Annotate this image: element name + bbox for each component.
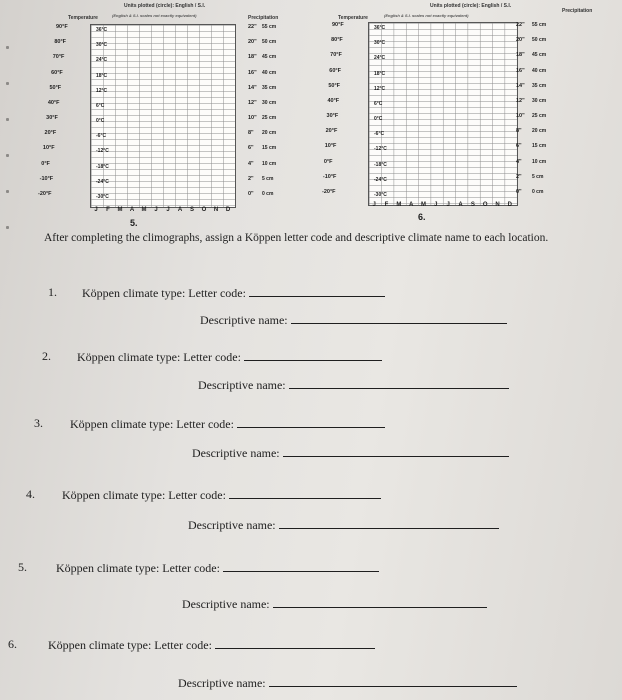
inch-tick: 10"	[516, 113, 525, 119]
inch-tick: 22"	[516, 22, 525, 28]
letter-code-label: Köppen climate type: Letter code:	[77, 350, 241, 364]
celsius-tick: -6°C	[96, 133, 107, 140]
month-label: O	[201, 207, 207, 213]
cm-tick: 25 cm	[262, 115, 277, 121]
month-label: A	[408, 202, 414, 208]
month-label: J	[94, 207, 98, 213]
letter-code-blank[interactable]	[249, 285, 385, 297]
fahrenheit-tick: 20°F	[44, 130, 57, 137]
month-axis	[90, 207, 234, 215]
cm-tick: 30 cm	[262, 99, 277, 106]
letter-code-blank[interactable]	[223, 560, 379, 572]
celsius-tick: 24°C	[96, 57, 108, 64]
celsius-tick: 30°C	[96, 42, 108, 49]
cm-tick: 45 cm	[532, 52, 547, 59]
celsius-tick: 0°C	[374, 116, 383, 122]
fahrenheit-tick: 40°F	[47, 99, 60, 106]
question-number: 1.	[48, 285, 57, 299]
month-label: M	[396, 202, 402, 208]
celsius-tick: 24°C	[374, 55, 386, 62]
fahrenheit-tick: 60°F	[51, 69, 63, 76]
cm-tick: 55 cm	[532, 22, 547, 28]
cm-tick: 5 cm	[532, 173, 544, 180]
fahrenheit-tick: 90°F	[56, 24, 68, 30]
precipitation-label: Precipitation	[562, 8, 593, 14]
descriptive-name-blank[interactable]	[279, 517, 499, 529]
inch-tick: 4"	[248, 160, 254, 167]
month-label: J	[434, 202, 438, 208]
letter-code-blank[interactable]	[229, 487, 381, 499]
month-label: M	[421, 202, 426, 208]
month-label: N	[495, 202, 500, 208]
inch-tick: 20"	[248, 39, 257, 46]
climograph-number: 6.	[418, 212, 426, 222]
fahrenheit-tick: 60°F	[329, 67, 341, 74]
fahrenheit-tick: -10°F	[322, 173, 337, 180]
fahrenheit-tick: -20°F	[38, 190, 52, 197]
instructions: After completing the climographs, assign a Köppen letter code and descriptive climate name to each location.	[44, 232, 549, 244]
descriptive-name-label: Descriptive name:	[188, 518, 276, 532]
inch-tick: 10"	[248, 115, 257, 121]
letter-code-blank[interactable]	[215, 637, 375, 649]
question-number: 5.	[18, 560, 27, 574]
inch-tick: 2"	[248, 175, 254, 182]
units-subtitle: (English & S.I. scales not exactly equivalent)	[384, 13, 469, 18]
fahrenheit-tick: -10°F	[39, 175, 54, 182]
inch-tick: 6"	[248, 145, 254, 152]
celsius-tick: 36°C	[96, 27, 108, 33]
fahrenheit-tick: 50°F	[49, 84, 62, 91]
inch-tick: 16"	[516, 67, 525, 74]
month-label: S	[470, 202, 475, 208]
month-label: J	[446, 202, 450, 208]
letter-code-blank[interactable]	[237, 416, 385, 428]
celsius-tick: 0°C	[96, 118, 105, 124]
fahrenheit-tick: 30°F	[326, 113, 339, 119]
celsius-tick: 12°C	[96, 87, 108, 94]
celsius-tick: -12°C	[96, 148, 109, 155]
inch-tick: 6"	[516, 143, 522, 150]
month-label: S	[189, 207, 194, 213]
units-title: Units plotted (circle): English / S.I.	[430, 3, 512, 9]
climograph-number: 5.	[130, 218, 138, 228]
climograph-6	[310, 0, 622, 232]
inch-tick: 0"	[248, 190, 254, 197]
inch-tick: 14"	[516, 82, 525, 89]
units-title: Units plotted (circle): English / S.I.	[124, 3, 206, 9]
month-label: O	[482, 202, 488, 208]
cm-tick: 45 cm	[262, 54, 277, 61]
month-label: F	[384, 202, 389, 208]
celsius-tick: -18°C	[374, 161, 387, 168]
cm-tick: 10 cm	[532, 158, 547, 165]
celsius-tick: -6°C	[374, 131, 385, 138]
fahrenheit-tick: 10°F	[324, 143, 337, 150]
month-label: M	[117, 207, 123, 213]
month-label: N	[213, 207, 219, 213]
celsius-tick: 18°C	[374, 70, 386, 77]
fahrenheit-tick: 0°F	[323, 158, 333, 165]
cm-tick: 0 cm	[262, 190, 274, 197]
descriptive-name-label: Descriptive name:	[198, 378, 286, 392]
letter-code-label: Köppen climate type: Letter code:	[48, 638, 212, 652]
fahrenheit-tick: 50°F	[328, 82, 341, 89]
cm-tick: 25 cm	[532, 113, 547, 119]
month-label: M	[141, 207, 147, 213]
inch-tick: 14"	[248, 84, 257, 91]
inch-tick: 12"	[516, 97, 525, 104]
cm-tick: 15 cm	[532, 143, 547, 150]
month-axis	[368, 202, 516, 210]
celsius-tick: 6°C	[374, 100, 383, 107]
cm-tick: 50 cm	[532, 37, 547, 44]
inch-tick: 12"	[248, 99, 257, 106]
question-number: 3.	[34, 416, 43, 430]
letter-code-label: Köppen climate type: Letter code:	[56, 561, 220, 575]
celsius-tick: -24°C	[96, 178, 109, 185]
inch-tick: 0"	[516, 188, 522, 195]
units-subtitle: (English & S.I. scales not exactly equivalent)	[112, 13, 197, 18]
letter-code-label: Köppen climate type: Letter code:	[82, 286, 246, 300]
inch-tick: 22"	[248, 24, 257, 30]
descriptive-name-blank[interactable]	[283, 445, 509, 457]
inch-tick: 2"	[516, 173, 522, 180]
month-label: F	[106, 207, 110, 213]
month-label: J	[154, 207, 158, 213]
celsius-tick: 6°C	[96, 102, 105, 109]
descriptive-name-blank[interactable]	[273, 596, 487, 608]
descriptive-name-label: Descriptive name:	[178, 676, 266, 690]
climograph-5	[0, 0, 310, 232]
fahrenheit-tick: 0°F	[41, 160, 50, 167]
descriptive-name-label: Descriptive name:	[192, 446, 280, 460]
fahrenheit-tick: 80°F	[54, 39, 67, 46]
descriptive-name-blank[interactable]	[291, 312, 507, 324]
celsius-tick: -12°C	[374, 146, 387, 153]
cm-tick: 30 cm	[532, 97, 547, 104]
cm-tick: 10 cm	[262, 160, 277, 167]
letter-code-label: Köppen climate type: Letter code:	[70, 417, 234, 431]
cm-tick: 40 cm	[262, 69, 277, 76]
temperature-label: Temperature	[68, 15, 98, 21]
month-label: J	[372, 202, 376, 208]
question-number: 6.	[8, 637, 17, 651]
question-number: 2.	[42, 349, 51, 363]
fahrenheit-tick: 30°F	[46, 115, 58, 121]
inch-tick: 16"	[248, 69, 257, 76]
letter-code-label: Köppen climate type: Letter code:	[62, 488, 226, 502]
fahrenheit-tick: 10°F	[42, 145, 55, 152]
celsius-tick: 36°C	[374, 25, 386, 31]
celsius-tick: -18°C	[96, 163, 109, 170]
precipitation-label: Precipitation	[248, 15, 279, 21]
cm-tick: 35 cm	[262, 84, 277, 91]
month-label: A	[458, 202, 463, 208]
inch-tick: 4"	[516, 158, 522, 165]
letter-code-blank[interactable]	[244, 349, 382, 361]
fahrenheit-tick: 40°F	[327, 97, 340, 104]
cm-tick: 15 cm	[262, 145, 277, 152]
fahrenheit-tick: -20°F	[322, 188, 336, 195]
cm-tick: 5 cm	[262, 175, 274, 182]
fahrenheit-tick: 80°F	[331, 37, 343, 44]
celsius-tick: 30°C	[374, 40, 386, 47]
fahrenheit-tick: 70°F	[52, 54, 65, 61]
celsius-tick: -30°C	[374, 191, 387, 198]
fahrenheit-tick: 20°F	[325, 128, 338, 135]
descriptive-name-label: Descriptive name:	[200, 313, 288, 327]
month-label: D	[507, 202, 512, 208]
fahrenheit-tick: 70°F	[330, 52, 342, 59]
month-label: A	[177, 207, 183, 213]
descriptive-name-blank[interactable]	[289, 377, 509, 389]
celsius-tick: -30°C	[96, 193, 109, 200]
cm-tick: 20 cm	[262, 130, 277, 137]
question-number: 4.	[26, 487, 35, 501]
celsius-tick: 12°C	[374, 85, 386, 92]
inch-tick: 8"	[248, 130, 254, 137]
month-label: A	[129, 207, 135, 213]
inch-tick: 8"	[516, 128, 522, 135]
inch-tick: 18"	[248, 54, 257, 61]
month-label: J	[166, 207, 170, 213]
inch-tick: 18"	[516, 52, 525, 59]
celsius-tick: 18°C	[96, 72, 108, 79]
cm-tick: 40 cm	[532, 67, 547, 74]
descriptive-name-label: Descriptive name:	[182, 597, 270, 611]
cm-tick: 20 cm	[532, 128, 547, 135]
cm-tick: 50 cm	[262, 39, 277, 46]
climograph-grid	[368, 22, 518, 206]
fahrenheit-tick: 90°F	[332, 22, 344, 28]
celsius-tick: -24°C	[374, 176, 387, 183]
inch-tick: 20"	[516, 37, 525, 44]
cm-tick: 55 cm	[262, 24, 277, 30]
cm-tick: 35 cm	[532, 82, 547, 89]
descriptive-name-blank[interactable]	[269, 675, 517, 687]
temperature-label: Temperature	[338, 15, 368, 21]
climograph-grid	[90, 24, 236, 208]
month-label: D	[225, 207, 231, 213]
cm-tick: 0 cm	[532, 188, 544, 195]
